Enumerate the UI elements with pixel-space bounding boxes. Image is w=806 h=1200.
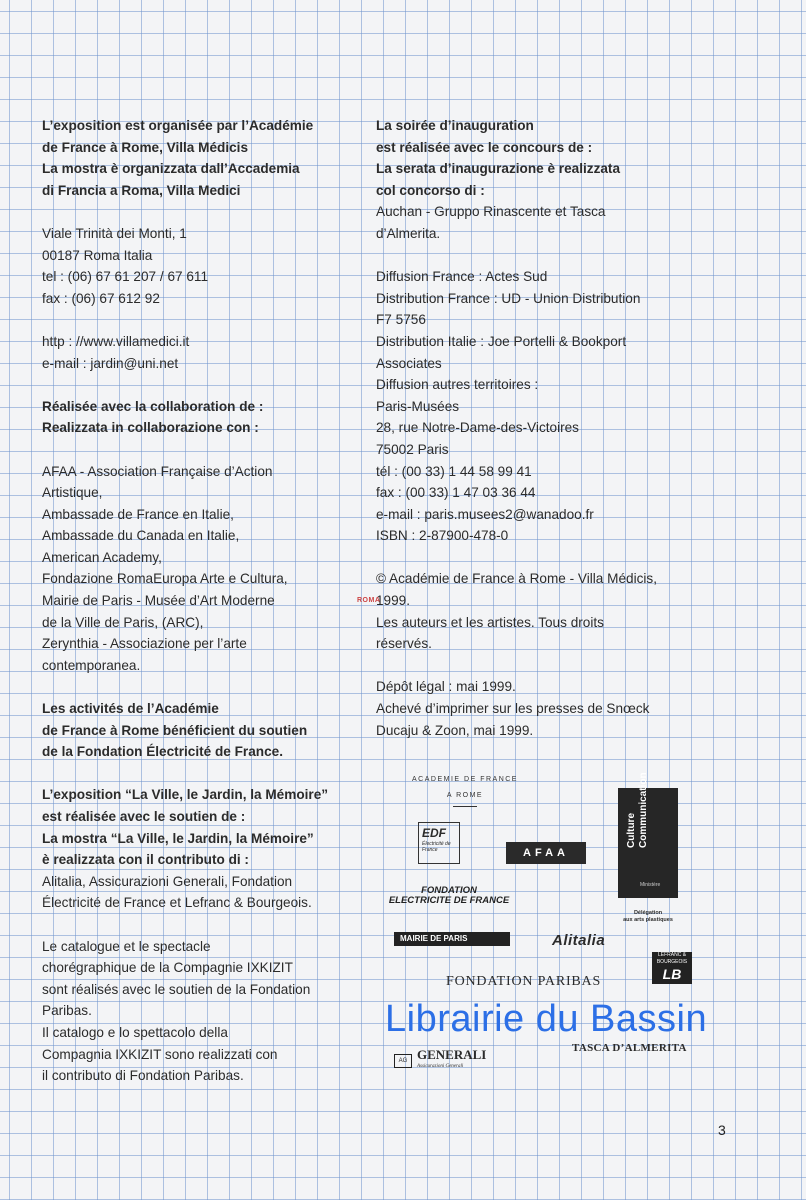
inauguration-heading [376,115,706,201]
collab-heading-line: Réalisée avec la collaboration de : [42,398,264,414]
support-heading-line: La mostra “La Ville, le Jardin, la Mémoire” [42,830,314,846]
generali-logo [394,1049,486,1073]
collab-item: Zerynthia - Associazione per l’arte [42,636,247,652]
support-item: Électricité de France et Lefranc & Bourgeois. [42,895,312,911]
sponsor-logos [372,772,692,1092]
organizer-block [42,115,364,201]
edf-logo [418,822,460,864]
inauguration-heading-line: est réalisée avec le concours de : [376,139,593,155]
catalogue-line: Il catalogo e lo spettacolo della [42,1024,228,1040]
distribution-line: F7 5756 [376,312,426,328]
academie-logo [400,772,530,807]
generali-subtext: Assicurazioni Generali [417,1064,464,1069]
legal-line: Ducaju & Zoon, mai 1999. [376,722,534,738]
organizer-line: La mostra è organizzata dall’Accademia [42,161,300,177]
fondation-edf-logo [374,886,524,906]
fondation-paribas-logo: FONDATION PARIBAS [446,974,602,989]
organizer-line: di Francia a Roma, Villa Medici [42,182,241,198]
catalogue-line: chorégraphique de la Compagnie IXKIZIT [42,960,293,976]
support-heading [42,784,364,870]
support-heading-line: è realizzata con il contributo di : [42,852,249,868]
catalogue-block [42,936,364,1087]
distribution-line: Associates [376,355,442,371]
inauguration-line: d’Almerita. [376,225,441,241]
lefranc-bourgeois-logo [652,952,692,984]
edf-logo-subtext: Électricité de France [422,841,451,853]
address-line: fax : (06) 67 612 92 [42,290,160,306]
delegation-line: Délégation [633,910,663,916]
mairie-de-paris-logo: MAIRIE DE PARIS [394,932,510,946]
website-link[interactable]: http : //www.villamedici.it [42,333,190,349]
collab-item: Artistique, [42,485,103,501]
collab-item: AFAA - Association Française d’Action [42,463,273,479]
distribution-block [376,266,706,547]
legal-line: Dépôt légal : mai 1999. [376,679,516,695]
right-column [376,115,706,741]
collab-item: de la Ville de Paris, (ARC), [42,614,204,630]
organizer-line: L’exposition est organisée par l’Académie [42,118,314,133]
web-block [42,331,364,374]
generali-logo-text [417,1049,486,1073]
catalogue-line: Paribas. [42,1003,92,1019]
address-line: tel : (06) 67 61 207 / 67 611 [42,269,209,285]
activities-line: de France à Rome bénéficient du soutien [42,722,308,738]
collab-item: Fondazione RomaEuropa Arte e Cultura, [42,571,288,587]
inauguration-line: Auchan - Gruppo Rinascente et Tasca [376,204,606,220]
lefranc-logo-mark: LB [662,966,682,982]
culture-logo-text [626,772,650,848]
fondation-edf-line: ELECTRICITE DE FRANCE [388,895,510,906]
distribution-line: Distribution Italie : Joe Portelli & Bookport [376,333,627,349]
collab-item: contemporanea. [42,657,141,673]
culture-logo-line: Culture [626,813,637,848]
organizer-line: de France à Rome, Villa Médicis [42,139,249,155]
distribution-line: Diffusion autres territoires : [376,377,539,393]
collab-item: Ambassade du Canada en Italie, [42,528,240,544]
support-heading-line: est réalisée avec le soutien de : [42,809,246,824]
alitalia-logo: Alitalia [552,932,606,949]
catalogue-line: il contributo di Fondation Paribas. [42,1068,244,1084]
support-item: Alitalia, Assicurazioni Generali, Fondation [42,873,293,889]
support-list [42,871,364,914]
legal-line: Achevé d’imprimer sur les presses de Snœck [376,701,650,717]
copyright-line: Les auteurs et les artistes. Tous droits [376,614,604,630]
copyright-block [376,568,706,654]
fondation-edf-line: FONDATION [421,885,477,896]
copyright-line: © Académie de France à Rome - Villa Médicis, [376,571,658,587]
isbn-line: ISBN : 2-87900-478-0 [376,528,509,544]
edf-logo-text: EDF [422,826,446,840]
distribution-email[interactable]: e-mail : paris.musees2@wanadoo.fr [376,506,594,522]
collab-item: Mairie de Paris - Musée d’Art Moderne [42,593,275,609]
lefranc-logo-text: LEFRANC & BOURGEOIS [656,952,688,965]
inauguration-heading-line: col concorso di : [376,182,485,198]
address-line: 00187 Roma Italia [42,247,153,263]
inauguration-heading-line: La soirée d’inauguration [376,118,534,133]
collab-item: American Academy, [42,549,162,565]
distribution-line: 28, rue Notre-Dame-des-Victoires [376,420,579,436]
generali-name: GENERALI [417,1047,487,1062]
distribution-line: fax : (00 33) 1 47 03 36 44 [376,485,536,501]
collab-heading-line: Realizzata in collaborazione con : [42,420,259,436]
afaa-logo: AFAA [506,842,586,864]
ministere-label: Ministère [640,882,661,888]
culture-ministry-logo [618,772,678,898]
inauguration-heading-line: La serata d’inaugurazione è realizzata [376,161,621,177]
collab-item: Ambassade de France en Italie, [42,506,234,522]
address-block [42,223,364,309]
distribution-line: Diffusion France : Actes Sud [376,269,548,285]
activities-line: Les activités de l’Académie [42,701,219,717]
activities-line: de la Fondation Électricité de France. [42,744,283,760]
collab-heading [42,396,364,439]
generali-mark-icon: AG [394,1054,412,1068]
collab-list [42,461,364,677]
copyright-line: réservés. [376,636,432,652]
roma-stamp: ROMA [357,597,381,604]
catalogue-line: Le catalogue et le spectacle [42,938,211,954]
distribution-line: 75002 Paris [376,441,449,457]
distribution-line: Distribution France : UD - Union Distribution [376,290,641,306]
legal-block [376,676,706,741]
copyright-line: 1999. [376,593,411,609]
delegation-line: aux arts plastiques [623,917,673,923]
catalogue-line: sont réalisés avec le soutien de la Fondation [42,981,311,997]
inauguration-text [376,201,706,244]
email-link[interactable]: e-mail : jardin@uni.net [42,355,179,371]
watermark: Librairie du Bassin [385,998,708,1040]
distribution-line: Paris-Musées [376,398,460,414]
academie-logo-subtext: A ROME [446,792,484,799]
distribution-line: tél : (00 33) 1 44 58 99 41 [376,463,532,479]
academie-logo-text: ACADEMIE DE FRANCE [412,776,518,783]
catalogue-line: Compagnia IXKIZIT sono realizzati con [42,1046,278,1062]
address-line: Viale Trinità dei Monti, 1 [42,225,187,241]
left-column [42,115,364,1087]
delegation-label [618,910,678,924]
support-heading-line: L’exposition “La Ville, le Jardin, la Mémoire” [42,787,329,803]
activities-block [42,698,364,763]
tasca-almerita-logo: TASCA D’ALMERITA [572,1042,687,1054]
page-number: 3 [718,1122,726,1138]
culture-logo-line: Communication [638,772,649,848]
